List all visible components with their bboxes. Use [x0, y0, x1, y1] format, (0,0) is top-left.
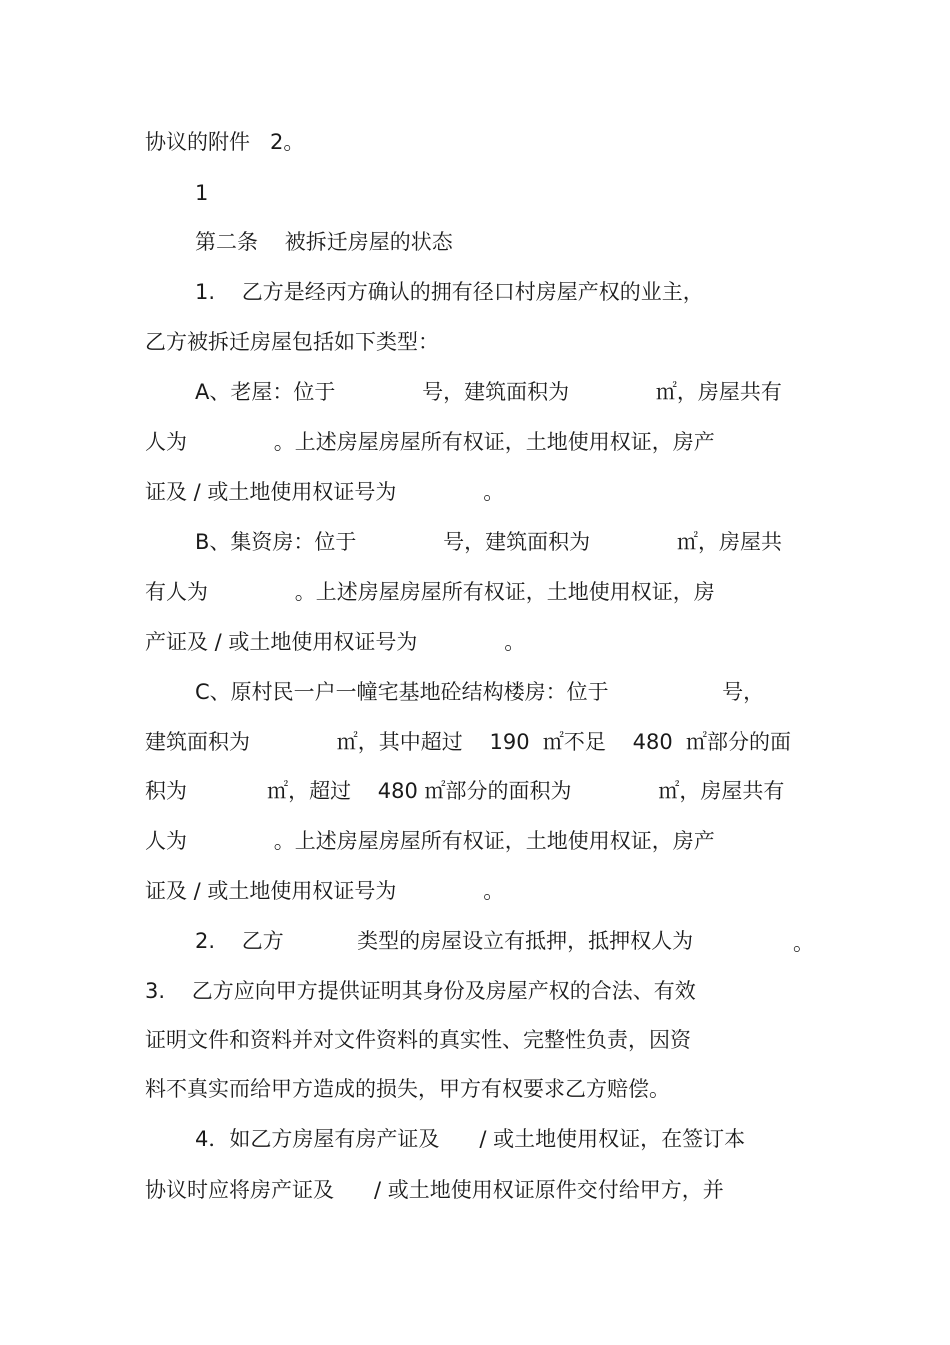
text-line: 料不真实而给甲方造成的损失，甲方有权要求乙方赔偿。	[145, 1077, 670, 1101]
text-line: 人为 。上述房屋房屋所有权证，土地使用权证，房产	[145, 430, 715, 454]
text-line: 乙方被拆迁房屋包括如下类型：	[145, 330, 439, 354]
text-line: 2. 乙方 类型的房屋设立有抵押，抵押权人为	[195, 929, 694, 953]
text-line: 协议时应将房产证及 / 或土地使用权证原件交付给甲方，并	[145, 1178, 724, 1202]
text-line: 证及 / 或土地使用权证号为 。	[145, 879, 505, 903]
text-line: 4．如乙方房屋有房产证及 / 或土地使用权证，在签订本	[195, 1127, 746, 1151]
text-line: 证明文件和资料并对文件资料的真实性、完整性负责，因资	[145, 1028, 691, 1052]
text-line: 人为 。上述房屋房屋所有权证，土地使用权证，房产	[145, 829, 715, 853]
text-line: 积为 ㎡，超过 480 ㎡部分的面积为 ㎡，房屋共有	[145, 779, 785, 803]
text-line: C、原村民一户一幢宅基地砼结构楼房：位于 号，	[195, 680, 765, 704]
text-line: 建筑面积为 ㎡，其中超过 190 ㎡不足 480 ㎡部分的面	[145, 730, 792, 754]
text-line: A、老屋：位于 号，建筑面积为 ㎡，房屋共有	[195, 380, 782, 404]
text-line: 3. 乙方应向甲方提供证明其身份及房屋产权的合法、有效	[145, 979, 696, 1003]
section-heading: 第二条 被拆迁房屋的状态	[195, 230, 453, 254]
trailing-period: 。	[793, 931, 814, 955]
text-line: B、集资房：位于 号，建筑面积为 ㎡，房屋共	[195, 530, 782, 554]
text-line: 产证及 / 或土地使用权证号为 。	[145, 630, 526, 654]
text-line: 有人为 。上述房屋房屋所有权证，土地使用权证，房	[145, 580, 715, 604]
text-line: 1. 乙方是经丙方确认的拥有径口村房屋产权的业主，	[195, 280, 704, 304]
page-number: 1	[195, 181, 209, 205]
text-line: 证及 / 或土地使用权证号为 。	[145, 480, 505, 504]
text-line: 协议的附件 2。	[145, 130, 305, 154]
